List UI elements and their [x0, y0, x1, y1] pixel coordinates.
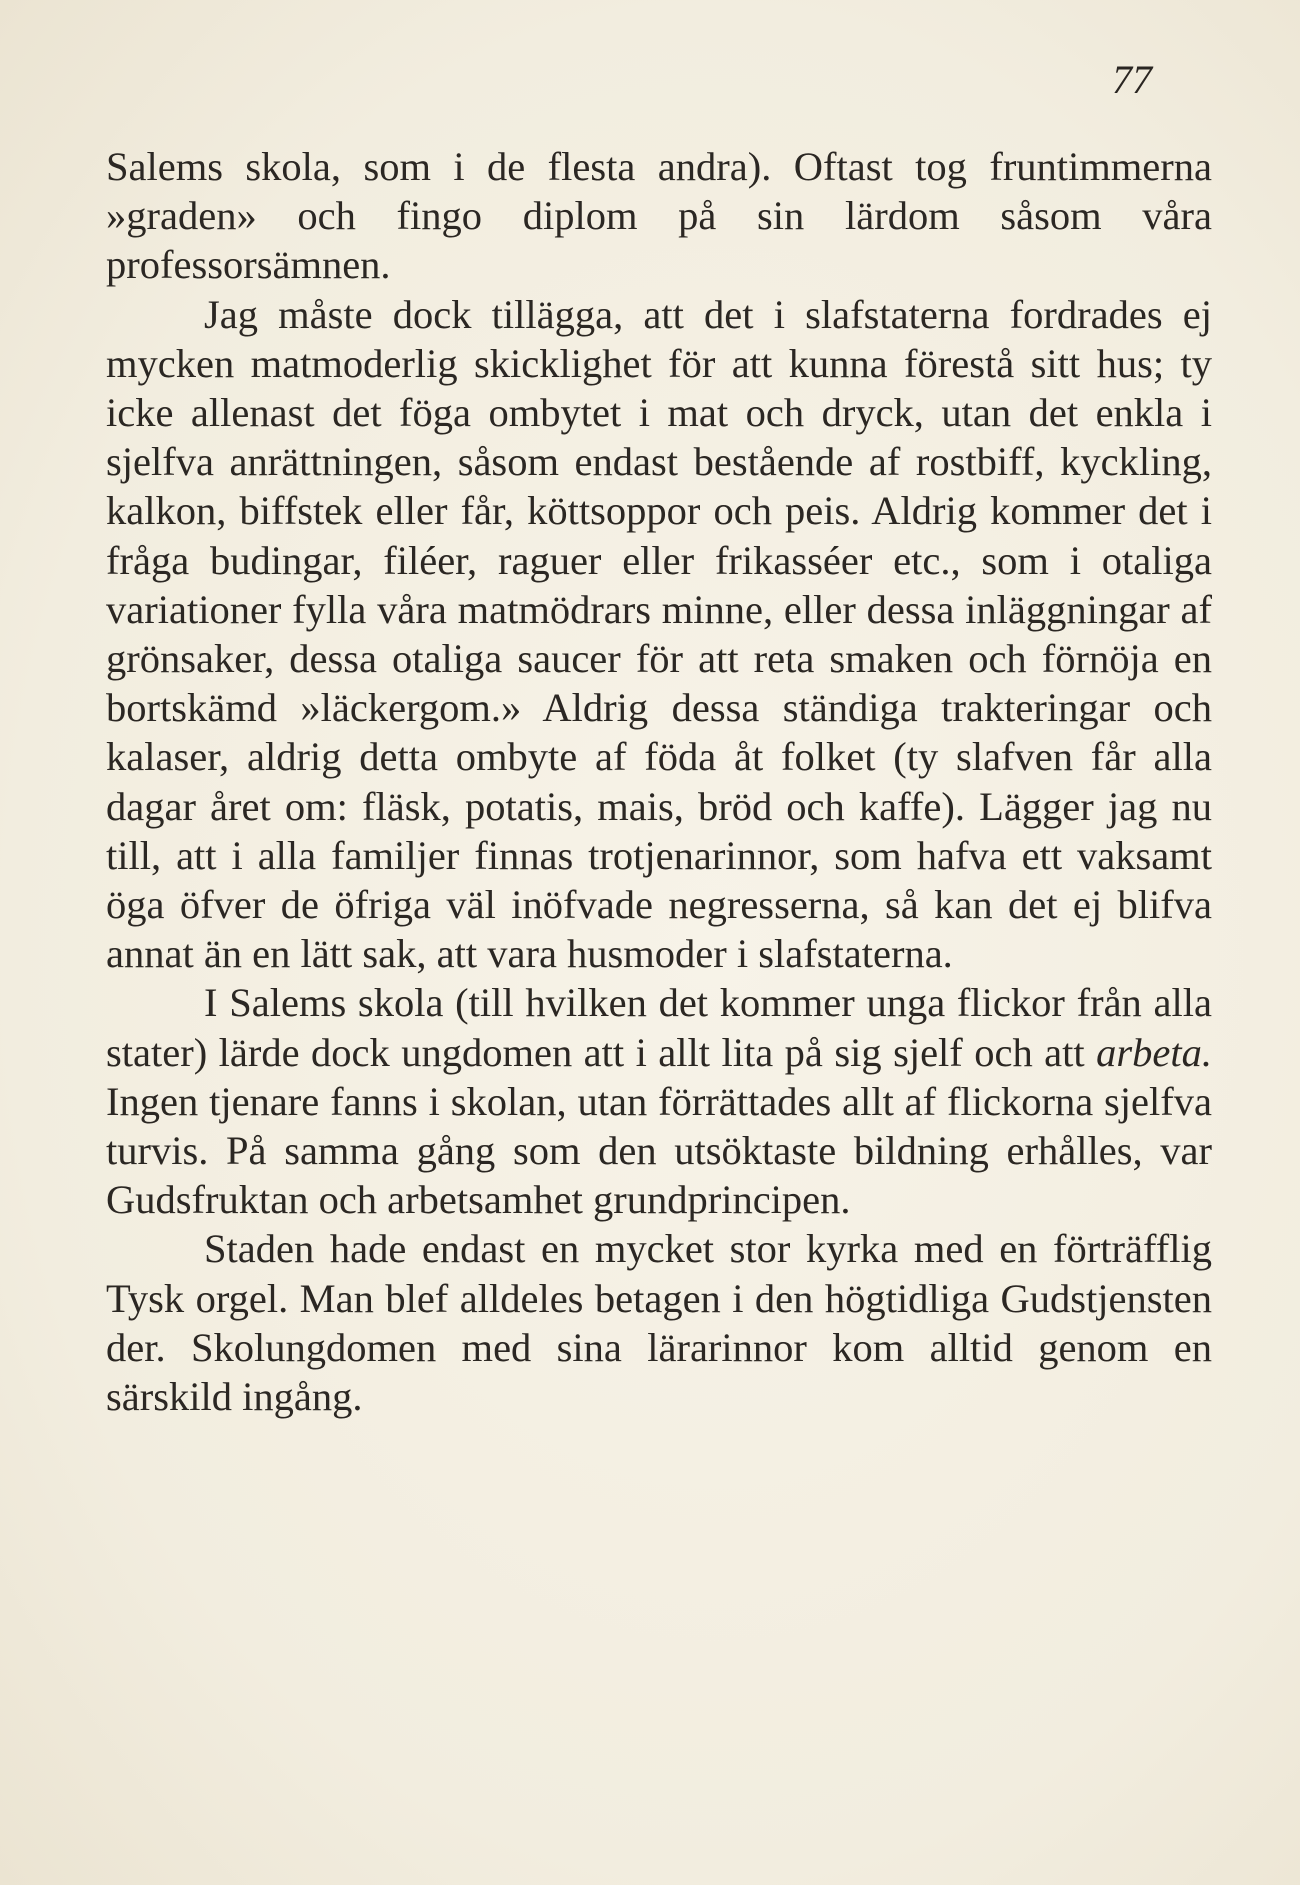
paragraph-2 [106, 290, 1212, 979]
paragraph-2-text: Jag måste dock tillägga, att det i slafstaterna fordrades ej mycken matmoderlig skicklighet för att kunna förestå sitt hus; ty icke allenast det föga ombytet i mat och dryck, utan det enkla i sjelfva anrättningen, såsom endast bestående af rostbiff, kyckling, kalkon, biffstek eller får, köttsoppor och peis. Aldrig kommer det i fråga budingar, filéer, raguer eller frikasséer etc., som i otaliga variationer fylla våra matmödrars minne, eller dessa inläggningar af grönsaker, dessa otaliga saucer för att reta smaken och förnöja en bortskämd »läckergom.» Aldrig dessa ständiga trakteringar och kalaser, aldrig detta ombyte af föda åt folket (ty slafven får alla dagar året om: fläsk, potatis, mais, bröd och kaffe). Lägger jag nu till, att i alla familjer finnas trotjenarinnor, som hafva ett vaksamt öga öfver de öfriga väl inöfvade negresserna, så kan det ej blifva annat än en lätt sak, att vara husmoder i slafstaterna. [106, 291, 1212, 977]
paragraph-1 [106, 142, 1212, 290]
body-text [106, 142, 1212, 1421]
page-number: 77 [1112, 57, 1152, 102]
paragraph-4-text: Staden hade endast en mycket stor kyrka med en förträfflig Tysk orgel. Man blef alldeles betagen i den högtidliga Gudstjensten der. Skolungdomen med sina lärarinnor kom alltid genom en särskild ingång. [106, 1226, 1212, 1420]
paragraph-3-text-end: Ingen tjenare fanns i skolan, utan förrättades allt af flickorna sjelfva turvis. På samma gång som den utsöktaste bildning erhålles, var Gudsfruktan och arbetsamhet grundprincipen. [106, 1078, 1212, 1223]
paragraph-4 [106, 1224, 1212, 1421]
paragraph-3 [106, 978, 1212, 1224]
paragraph-1-text: Salems skola, som i de flesta andra). Oftast tog fruntimmerna »graden» och fingo diplom på sin lärdom såsom våra professorsämnen. [106, 144, 1212, 288]
paragraph-3-text: I Salems skola (till hvilken det kommer unga flickor från alla stater) lärde dock ungdomen att i allt lita på sig sjelf och att [106, 980, 1212, 1075]
paragraph-3-emphasis: arbeta. [1096, 1029, 1213, 1075]
